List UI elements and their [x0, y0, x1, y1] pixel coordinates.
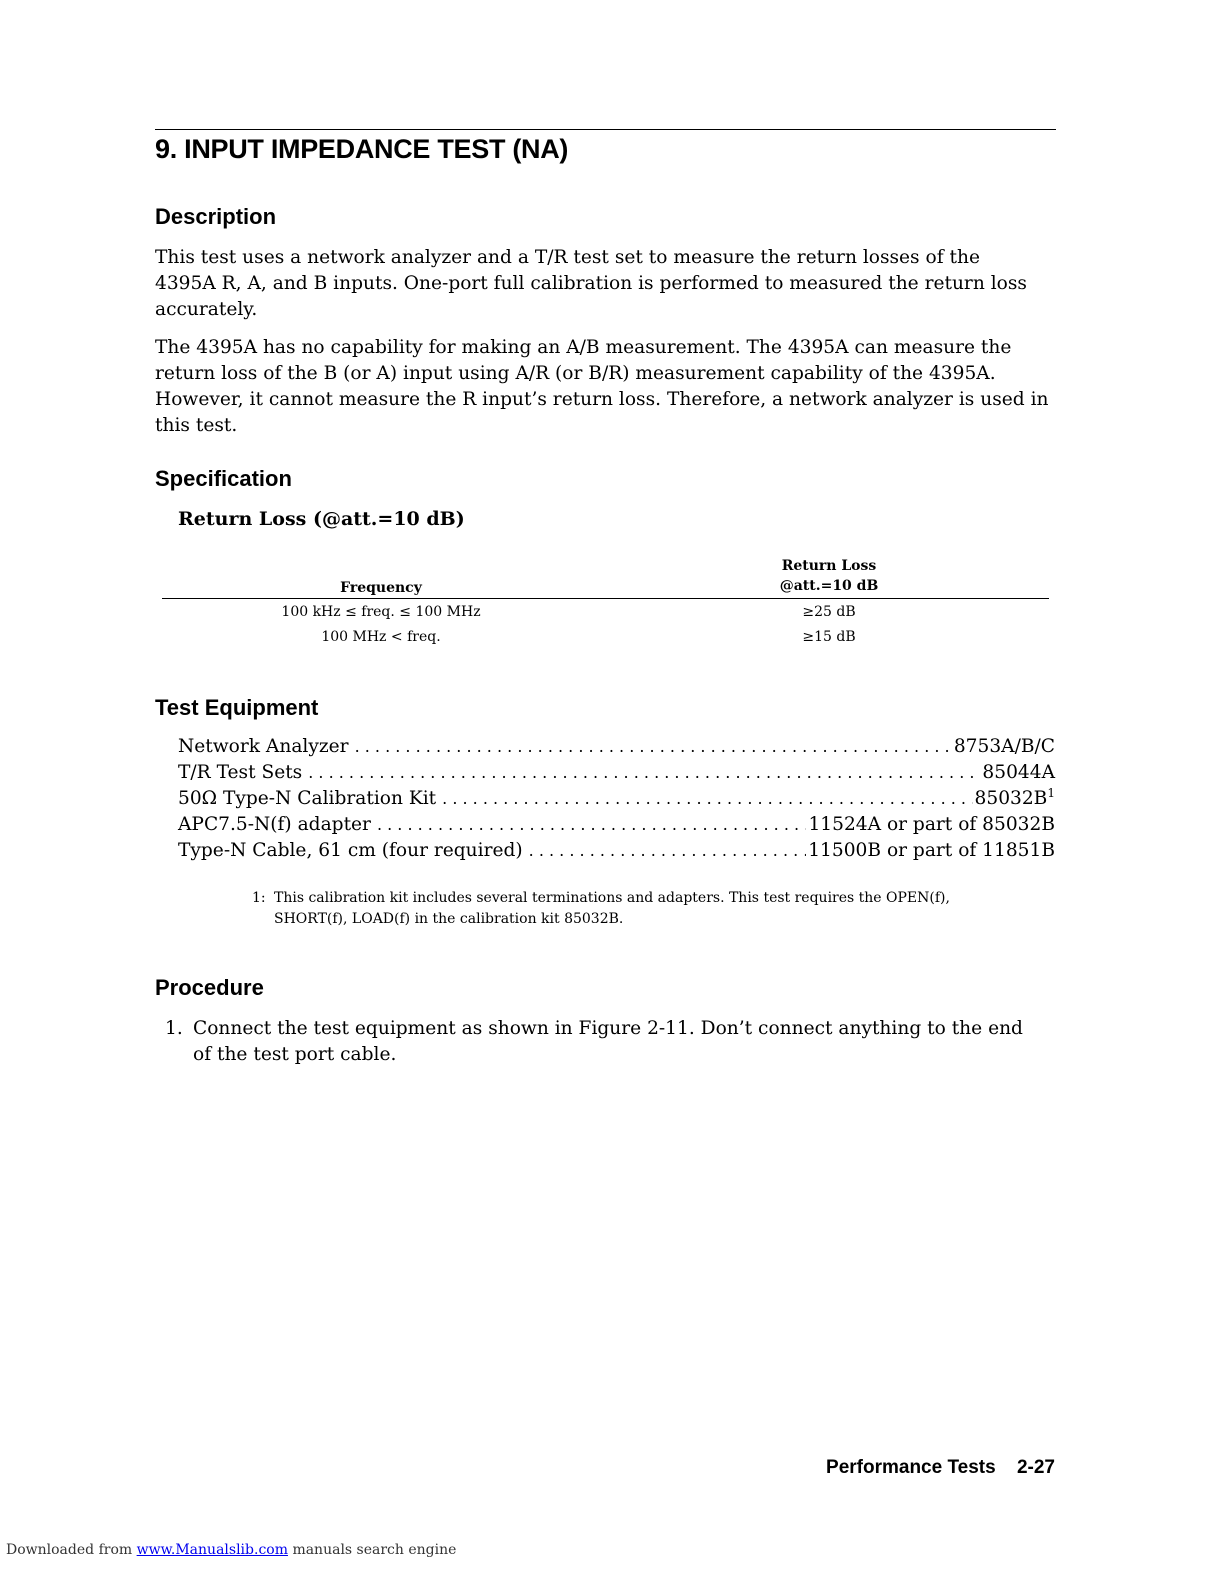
list-item	[178, 762, 1055, 788]
equipment-list	[178, 736, 1055, 866]
frequency-cell: 100 MHz < freq.	[321, 629, 441, 645]
table-row	[162, 624, 1049, 649]
description-paragraph-1	[155, 245, 1057, 323]
page-title: 9. INPUT IMPEDANCE TEST (NA)	[155, 134, 569, 164]
equipment-model-with-footnote	[973, 785, 1055, 809]
frequency-column-header: Frequency	[340, 580, 422, 596]
equipment-name: 50Ω Type-N Calibration Kit	[178, 788, 437, 809]
procedure-heading: Procedure	[155, 975, 264, 1000]
return-loss-cell: ≥25 dB	[802, 604, 856, 620]
download-prefix: Downloaded from	[6, 1542, 133, 1558]
text-line: 4395A R, A, and B inputs. One-port full calibration is performed to measured the return loss	[155, 273, 1027, 294]
procedure-step	[165, 1016, 1055, 1068]
text-line: return loss of the B (or A) input using A/R (or B/R) measurement capability of the 4395A.	[155, 363, 996, 384]
footnote	[252, 888, 1012, 930]
footnote-number: 1:	[252, 890, 266, 906]
title-rule	[155, 129, 1056, 130]
text-line: However, it cannot measure the R input’s return loss. Therefore, a network analyzer is used in	[155, 389, 1049, 410]
step-number: 1.	[165, 1018, 183, 1039]
equipment-model: 8753A/B/C	[953, 736, 1055, 757]
list-item	[178, 814, 1055, 840]
list-item	[178, 840, 1055, 866]
download-note	[6, 1542, 456, 1558]
description-heading: Description	[155, 204, 277, 229]
text-line: The 4395A has no capability for making an A/B measurement. The 4395A can measure the	[155, 337, 1012, 358]
equipment-name: APC7.5-N(f) adapter	[178, 814, 371, 835]
leader-dots	[377, 815, 807, 834]
footnote-text: This calibration kit includes several terminations and adapters. This test requires the OPEN(f), SHORT(f), LOAD(f) in the calibration kit 85032B.	[274, 890, 950, 927]
leader-dots	[308, 763, 980, 782]
equipment-name: Type-N Cable, 61 cm (four required)	[178, 840, 523, 861]
table-row	[162, 599, 1049, 624]
text-line: accurately.	[155, 299, 258, 320]
list-item	[178, 736, 1055, 762]
text-line: Connect the test equipment as shown in Figure 2-11. Don’t connect anything to the end	[193, 1018, 1023, 1039]
leader-dots	[355, 737, 952, 756]
manualslib-link[interactable]: www.Manualslib.com	[136, 1542, 288, 1558]
equipment-model: 11524A or part of 85032B	[808, 814, 1055, 835]
return-loss-cell: ≥15 dB	[802, 629, 856, 645]
page-number: 2-27	[1016, 1457, 1055, 1478]
return-loss-column-header	[600, 556, 1058, 596]
test-equipment-heading: Test Equipment	[155, 695, 319, 720]
leader-dots	[529, 841, 807, 860]
footer-section-title: Performance Tests	[826, 1457, 996, 1478]
frequency-cell: 100 kHz ≤ freq. ≤ 100 MHz	[281, 604, 481, 620]
equipment-name: Network Analyzer	[178, 736, 349, 757]
equipment-model: 85044A	[982, 762, 1055, 783]
text-line: this test.	[155, 415, 238, 436]
equipment-model: 11500B or part of 11851B	[808, 840, 1055, 861]
return-loss-header-line: @att.=10 dB	[779, 578, 879, 594]
text-line: of the test port cable.	[193, 1044, 397, 1065]
step-text	[193, 1016, 1055, 1068]
equipment-model: 85032B	[974, 788, 1048, 809]
return-loss-header-line: Return Loss	[781, 558, 877, 574]
footnote-marker: 1	[1047, 785, 1055, 800]
spec-table	[162, 556, 1049, 649]
equipment-name: T/R Test Sets	[178, 762, 303, 783]
download-suffix: manuals search engine	[292, 1542, 457, 1558]
leader-dots	[442, 789, 972, 808]
return-loss-subheading: Return Loss (@att.=10 dB)	[178, 508, 465, 530]
list-item	[178, 785, 1055, 814]
text-line: This test uses a network analyzer and a T/R test set to measure the return losses of the	[155, 247, 980, 268]
specification-heading: Specification	[155, 466, 292, 491]
page-footer	[826, 1457, 1055, 1479]
spec-table-header	[162, 556, 1049, 599]
description-paragraph-2	[155, 335, 1057, 439]
